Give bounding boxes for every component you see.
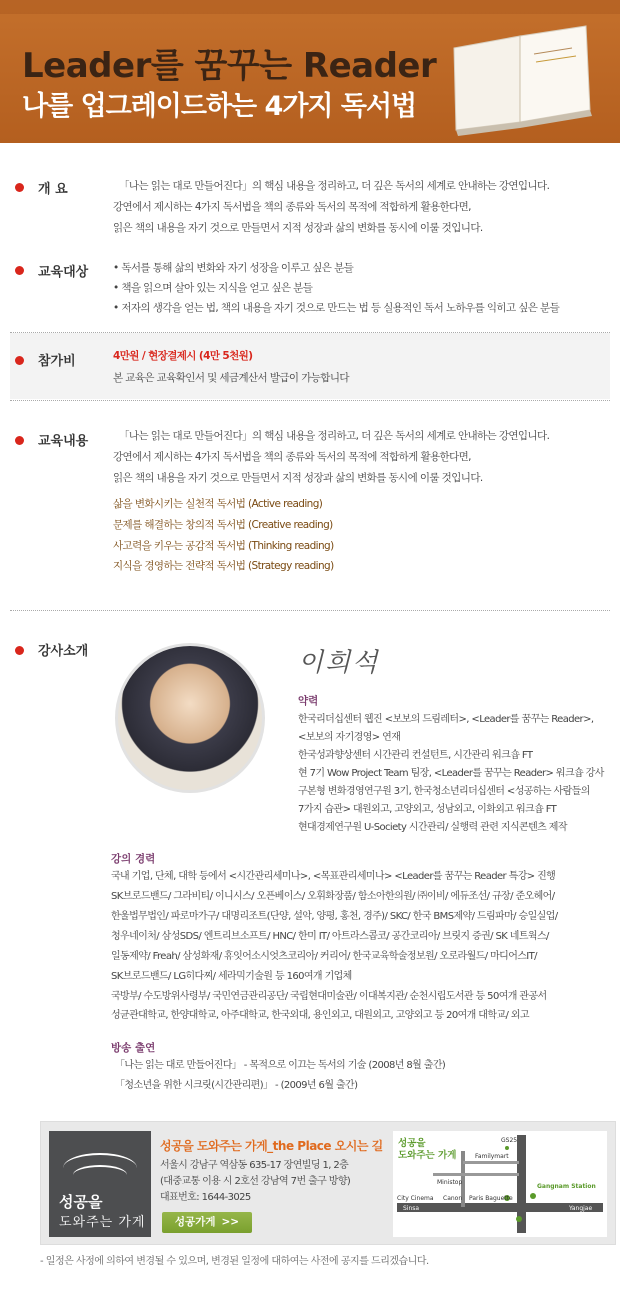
map-title-line-1: 성공을 [398, 1138, 426, 1149]
logo-arc [73, 1165, 127, 1185]
location-title: 성공을 도와주는 가게_the Place 오시는 길 [160, 1139, 383, 1153]
fee-label: 참가비 [38, 354, 76, 369]
strategy-item: 문제를 해결하는 창의적 독서법 (Creative reading) [113, 519, 333, 531]
fee-bullet-icon [15, 356, 24, 365]
banner-stripe [0, 0, 620, 14]
lecture-item: 한울법무법인/ 파로마가구/ 대명리조트(단양, 설악, 양평, 홍천, 경주)/ SKC/ 한국 BMS제약/ 드림파마/ 승일실업/ [111, 911, 558, 922]
divider [10, 610, 610, 611]
overview-label: 개 요 [38, 182, 68, 197]
overview-line-1: 「나는 읽는 대로 만들어진다」의 핵심 내용을 정리하고, 더 깊은 독서의 세계로 안내하는 강연입니다. [119, 180, 550, 192]
store-link-button[interactable] [162, 1212, 252, 1233]
target-line-3: • 저자의 생각을 얻는 법, 책의 내용을 자기 것으로 만드는 법 등 실용적인 독서 노하우를 익히고 싶은 분들 [113, 302, 560, 314]
career-item: 현 7기 Wow Project Team 팀장, <Leader를 꿈꾸는 Reader> 워크숍 강사 [298, 768, 604, 779]
map-label-familymart: Familymart [475, 1153, 509, 1160]
lecture-item: SK브로드밴드/ LG히다찌/ 세라믹기술원 등 160여개 기업체 [111, 971, 352, 982]
instructor-label: 강사소개 [38, 644, 89, 659]
instructor-bullet-icon [15, 646, 24, 655]
divider [10, 400, 610, 401]
career-item: 한국리더십센터 웹진 <보보의 드림레터>, <Leader를 꿈꾸는 Reader>, [298, 714, 594, 725]
map-label-canon: Canon [443, 1195, 463, 1202]
store-link-label: 성공가게 [174, 1216, 216, 1228]
map-label-city-cinema: City Cinema [397, 1195, 434, 1202]
fee-price: 4만원 / 현장결제시 (4만 5천원) [113, 350, 253, 362]
banner-subtitle: 나를 업그레이드하는 4가지 독서법 [22, 91, 417, 122]
schedule-notice: - 일정은 사정에 의하여 변경될 수 있으며, 변경된 일정에 대하여는 사전에 공지를 드리겠습니다. [40, 1256, 429, 1267]
career-item: 한국성과향상센터 시간관리 컨설턴트, 시간관리 워크숍 FT [298, 750, 533, 761]
content-line-1: 「나는 읽는 대로 만들어진다」의 핵심 내용을 정리하고, 더 깊은 독서의 세계로 안내하는 강연입니다. [119, 430, 550, 442]
store-logo [49, 1131, 151, 1237]
map-label-gs25: GS25 [501, 1137, 518, 1144]
target-label: 교육대상 [38, 265, 89, 280]
content-line-3: 읽은 책의 내용을 자기 것으로 만들면서 지적 성장과 삶의 변화를 동시에 이룰 것입니다. [113, 472, 483, 484]
location-map[interactable] [393, 1131, 607, 1237]
broadcast-heading: 방송 출연 [111, 1042, 156, 1054]
instructor-signature: 이희석 [298, 648, 380, 678]
address-line: 서울시 강남구 역삼동 635-17 장연빌딩 1, 2층 [160, 1160, 349, 1171]
address-line: (대중교통 이용 시 2호선 강남역 7번 출구 방향) [160, 1176, 351, 1187]
instructor-photo [115, 643, 265, 793]
banner-title: Leader를 꿈꾸는 Reader [22, 46, 437, 86]
content-bullet-icon [15, 436, 24, 445]
career-item: 구본형 변화경영연구원 3기, 한국청소년리더십센터 <성공하는 사람들의 [298, 786, 590, 797]
logo-text-line-1: 성공을 [59, 1193, 103, 1211]
map-label-yangjae: Yangjae [569, 1205, 593, 1212]
strategy-item: 지식을 경영하는 전략적 독서법 (Strategy reading) [113, 560, 334, 572]
lecture-item: 성균관대학교, 한양대학교, 아주대학교, 한국외대, 용인외고, 대원외고, 고양외고 등 20여개 대학교/ 외고 [111, 1010, 529, 1021]
career-item: 현대경제연구원 U-Society 시간관리/ 실행력 관련 지식콘텐츠 제작 [298, 822, 567, 833]
logo-text-line-2: 도와주는 가게 [59, 1215, 146, 1230]
lecture-heading: 강의 경력 [111, 853, 156, 865]
overview-bullet-icon [15, 183, 24, 192]
target-bullet-icon [15, 266, 24, 275]
broadcast-item: 「청소년을 위한 시크릿(시간관리편)」 - (2009년 6월 출간) [115, 1080, 358, 1091]
career-heading: 약력 [298, 695, 319, 707]
overview-line-2: 강연에서 제시하는 4가지 독서법을 책의 종류와 독서의 목적에 적합하게 활용한다면, [113, 201, 471, 213]
fee-section-bg [10, 333, 610, 399]
map-label-gangnam-station: Gangnam Station [537, 1183, 596, 1190]
career-item: <보보의 자기경영> 연재 [298, 732, 401, 743]
open-book-icon [446, 18, 596, 136]
overview-line-3: 읽은 책의 내용을 자기 것으로 만들면서 지적 성장과 삶의 변화를 동시에 이룰 것입니다. [113, 222, 483, 234]
location-box [40, 1121, 616, 1245]
lecture-item: 청우네이처/ 삼성SDS/ 엔트리브소프트/ HNC/ 한미 IT/ 아트라스콥코/ 공간코리아/ 브릿지 증권/ SK 네트웍스/ [111, 931, 549, 942]
map-label-ministop: Ministop [437, 1179, 463, 1186]
double-chevron-right-icon: >> [221, 1216, 240, 1228]
content-line-2: 강연에서 제시하는 4가지 독서법을 책의 종류와 독서의 목적에 적합하게 활용한다면, [113, 451, 471, 463]
lecture-item: SK브로드밴드/ 그라비티/ 이니시스/ 오픈베이스/ 오휘화장품/ 함소아한의원/ ㈜이비/ 에듀조선/ 규장/ 준오헤어/ [111, 891, 555, 902]
broadcast-item: 「나는 읽는 대로 만들어진다」 - 목적으로 이끄는 독서의 기술 (2008년 8월 출간) [115, 1060, 446, 1071]
lecture-item: 국방부/ 수도방위사령부/ 국민연금관리공단/ 국립현대미술관/ 이대복지관/ 순천시립도서관 등 50여개 관공서 [111, 991, 547, 1002]
map-label-sinsa: Sinsa [403, 1205, 420, 1212]
map-title-line-2: 도와주는 가게 [398, 1150, 457, 1161]
content-label: 교육내용 [38, 434, 89, 449]
fee-note: 본 교육은 교육확인서 및 세금계산서 발급이 가능합니다 [113, 372, 349, 384]
strategy-item: 삶을 변화시키는 실천적 독서법 (Active reading) [113, 498, 323, 510]
phone-number: 대표번호: 1644-3025 [160, 1192, 251, 1203]
target-line-1: • 독서를 통해 삶의 변화와 자기 성장을 이루고 싶은 분들 [113, 262, 354, 274]
strategy-item: 사고력을 키우는 공감적 독서법 (Thinking reading) [113, 540, 334, 552]
map-label-paris-baguette: Paris Baguette [469, 1195, 513, 1202]
career-item: 7가지 습관> 대원외고, 고양외고, 성남외고, 이화외고 워크숍 FT [298, 804, 557, 815]
header-banner [0, 0, 620, 143]
lecture-item: 일동제약/ Freah/ 삼성화재/ 휴잇어소시엇츠코리아/ 커리어/ 한국교육학술정보원/ 오로라월드/ 마디어스IT/ [111, 951, 537, 962]
target-line-2: • 책을 읽으며 살아 있는 지식을 얻고 싶은 분들 [113, 282, 313, 294]
lecture-item: 국내 기업, 단체, 대학 등에서 <시간관리세미나>, <목표관리세미나> <Leader를 꿈꾸는 Reader 특강> 진행 [111, 871, 556, 882]
